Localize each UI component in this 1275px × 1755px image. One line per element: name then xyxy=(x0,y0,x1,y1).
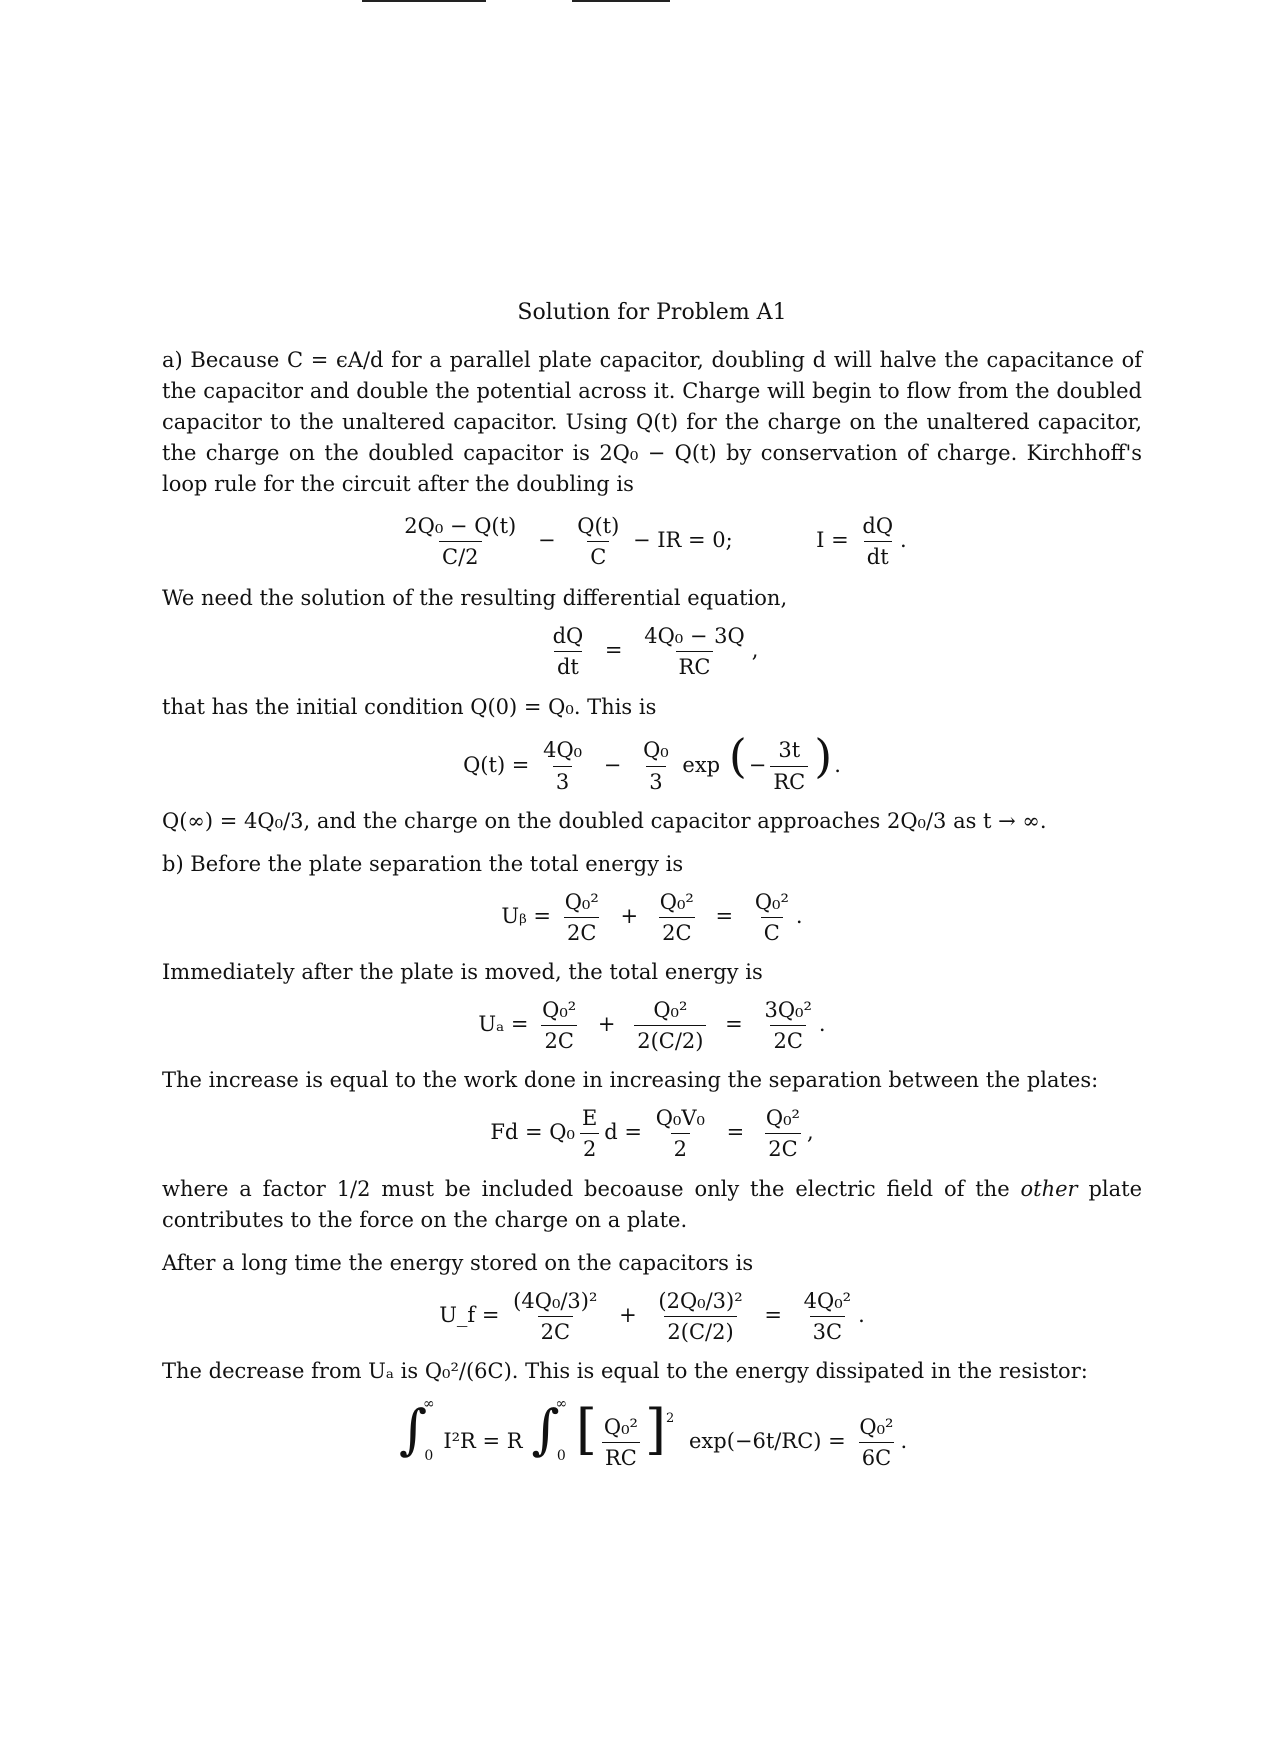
equation-energy-final: U_f = $\frac{\text{(4Q₀/3)²}}{2C}$ + $\frac{\text{(2Q₀/3)²}}{2(C/2)}$ = $\frac{\text{4Q₀²}}{3C}$ . xyxy=(439,1288,865,1344)
equation-kirchhoff: $\frac{\text{2Q₀ − Q(t)}}{C/2}$ − $\frac{Q(t)}{C}$ − IR = 0; I = $\frac{dQ}{dt}$ . xyxy=(162,514,1142,569)
top-rule-left xyxy=(362,0,486,2)
fraction: $\frac{\text{2Q₀ − Q(t)}}{C/2}$ xyxy=(404,514,517,570)
paragraph-factor: where a factor 1/2 must be included becoause only the electric field of the other plate contributes to the force on the charge on a plate. xyxy=(162,1176,1142,1232)
paragraph-decrease: The decrease from Uₐ is Q₀²/(6C). This is equal to the energy dissipated in the resistor: xyxy=(162,1358,1088,1383)
fraction: $\frac{\text{Q₀²}}{C}$ xyxy=(754,889,789,945)
document-page xyxy=(162,300,1142,1482)
fraction: $\frac{Q(t)}{C}$ xyxy=(577,514,620,570)
top-rule-right xyxy=(572,0,670,2)
equation-solution: Q(t) = $\frac{\text{4Q₀}}{3}$ − $\frac{\text{Q₀}}{3}$ exp (− $\frac{3t}{RC}$ ). xyxy=(463,728,841,794)
fraction: $\frac{\text{3Q₀²}}{2C}$ xyxy=(764,997,812,1054)
fraction: $\frac{\text{Q₀²}}{2C}$ xyxy=(564,889,599,945)
fraction: $\frac{\text{Q₀²}}{2C}$ xyxy=(659,889,694,945)
fraction: $\frac{\text{Q₀²}}{RC}$ xyxy=(603,1414,638,1470)
fraction: $\frac{\text{4Q₀ − 3Q}}{RC}$ xyxy=(644,624,745,680)
paragraph-limit: Q(∞) = 4Q₀/3, and the charge on the doubled capacitor approaches 2Q₀/3 as t → ∞. xyxy=(162,808,1047,833)
paragraph-a: a) Because C = ϵA/d for a parallel plate capacitor, doubling d will halve the capacitance of the capacitor and double the potential across it. Charge will begin to flow from the doubled capacitor to the unaltered capacitor. Using Q(t) for the charge on the unaltered capacitor, the charge on the doubled capacitor is 2Q₀ − Q(t) by conservation of charge. Kirchhoff's loop rule for the circuit after the doubling is xyxy=(162,348,1142,496)
paragraph-b: b) Before the plate separation the total energy is xyxy=(162,851,684,876)
fraction: $\frac{dQ}{dt}$ xyxy=(552,624,584,680)
fraction: $\frac{\text{Q₀²}}{6C}$ xyxy=(859,1414,894,1470)
fraction: $\frac{\text{Q₀²}}{2C}$ xyxy=(765,1106,800,1162)
fraction: $\frac{\text{Q₀V₀}}{2}$ xyxy=(655,1106,705,1162)
equation-work: Fd = Q₀ $\frac{E}{2}$ d = $\frac{\text{Q₀V₀}}{2}$ = $\frac{\text{Q₀²}}{2C}$ , xyxy=(490,1106,814,1162)
fraction: $\frac{\text{4Q₀²}}{3C}$ xyxy=(803,1288,852,1344)
fraction: $\frac{\text{4Q₀}}{3}$ xyxy=(543,738,583,794)
paragraph-work: The increase is equal to the work done in increasing the separation between the plates: xyxy=(162,1068,1099,1093)
fraction: $\frac{\text{Q₀}}{3}$ xyxy=(643,738,669,794)
equation-dissipated: ∫ ∞ 0 I²R = R ∫ ∞ 0 [ $\frac{\text{Q₀²}}{RC}$ ]$^2$ exp(−6t/RC) = $\frac{\text{Q₀²}}{6C}$ . xyxy=(398,1395,908,1470)
paragraph-differential: We need the solution of the resulting differential equation, xyxy=(162,586,788,611)
equation-energy-before: Uᵦ = $\frac{\text{Q₀²}}{2C}$ + $\frac{\text{Q₀²}}{2C}$ = $\frac{\text{Q₀²}}{C}$ . xyxy=(501,889,803,945)
fraction: $\frac{3t}{RC}$ xyxy=(770,738,808,793)
fraction: $\frac{\text{Q₀²}}{2(C/2)}$ xyxy=(634,998,706,1053)
fraction: $\frac{\text{(4Q₀/3)²}}{2C}$ xyxy=(513,1288,598,1344)
fraction: $\frac{\text{(2Q₀/3)²}}{2(C/2)}$ xyxy=(658,1288,743,1344)
fraction: $\frac{dQ}{dt}$ xyxy=(862,514,894,570)
fraction: $\frac{\text{Q₀²}}{2C}$ xyxy=(542,997,577,1054)
paragraph-long-time: After a long time the energy stored on the capacitors is xyxy=(162,1250,754,1275)
equation-energy-after: Uₐ = $\frac{\text{Q₀²}}{2C}$ + $\frac{\text{Q₀²}}{2(C/2)}$ = $\frac{\text{3Q₀²}}{2C}$ . xyxy=(478,997,826,1054)
paragraph-after-move: Immediately after the plate is moved, the total energy is xyxy=(162,959,763,984)
fraction: $\frac{E}{2}$ xyxy=(579,1106,600,1161)
integral-sign: ∫ ∞ 0 xyxy=(531,1395,568,1464)
integral-sign: ∫ ∞ 0 xyxy=(398,1395,435,1464)
paragraph-initial-condition: that has the initial condition Q(0) = Q₀. This is xyxy=(162,694,657,719)
page-title: Solution for Problem A1 xyxy=(517,300,787,325)
equation-differential: $\frac{dQ}{dt}$ = $\frac{\text{4Q₀ − 3Q}}{RC}$ , xyxy=(162,624,1142,679)
